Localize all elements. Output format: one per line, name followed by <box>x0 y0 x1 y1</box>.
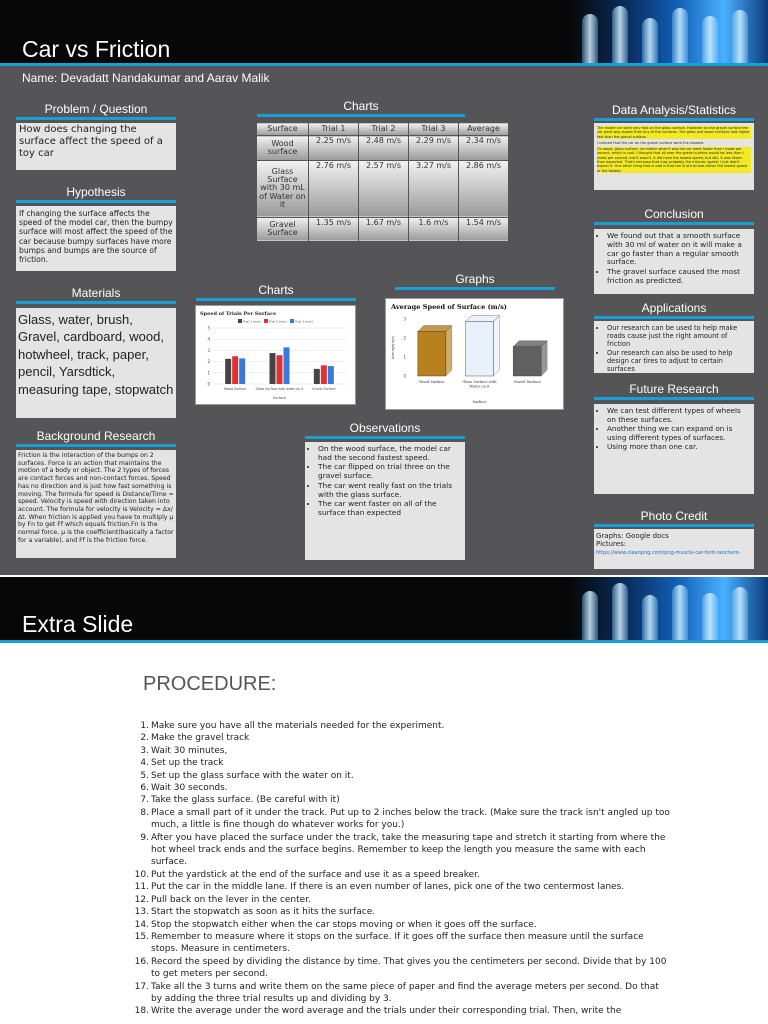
future-research-box <box>594 404 754 494</box>
x-axis-label: Surface <box>272 396 287 400</box>
conclusion-item: • We found out that a smooth surface with 30 ml of water on it will make a car go faster than a regular smooth surface. <box>607 232 751 267</box>
procedure-step <box>140 757 671 769</box>
x-axis-label: Surface <box>472 400 487 404</box>
data-bar <box>239 358 245 384</box>
legend-label: Trial 1 (m/s) <box>243 319 261 324</box>
extra-slide-title: Extra Slide <box>22 611 134 637</box>
procedure-step-number: 1. <box>140 721 149 731</box>
problem-text: How does changing the surface affect the speed of a toy car <box>16 123 176 170</box>
picture-credit-link[interactable]: https://www.cleanpng.com/png-muscle-car-ford-ranchero- <box>596 550 741 557</box>
table-cell: 2.25 m/s <box>309 136 359 160</box>
trials-bar-chart-frame <box>195 305 356 405</box>
y-tick-label: 4 <box>207 336 210 342</box>
extra-slide-bar <box>0 577 768 643</box>
procedure-step-number: 13. <box>134 907 149 918</box>
procedure-step-number: 18. <box>134 1006 149 1017</box>
procedure-step <box>134 919 671 931</box>
data-bar <box>314 369 320 384</box>
procedure-step <box>140 720 671 732</box>
observations-box <box>305 442 465 560</box>
title-bar <box>0 0 768 66</box>
table-cell: 2.86 m/s <box>459 160 509 217</box>
legend-label: Trial 3 (m/s) <box>295 319 313 324</box>
chart-title: Speed of Trials Per Surface <box>200 311 277 317</box>
table-cell: 1.54 m/s <box>459 217 509 241</box>
y-axis-label: Average(m/s) <box>391 335 395 360</box>
y-tick-label: 5 <box>207 325 210 331</box>
observation-item: • The car flipped on trial three on the gravel surface. <box>318 463 462 480</box>
table-cell: 1.67 m/s <box>359 217 409 241</box>
data-bar <box>466 322 494 376</box>
procedure-step-text: Set up the track <box>151 758 224 769</box>
author-names: Name: Devadatt Nandakumar and Aarav Malik <box>22 71 270 85</box>
legend-swatch <box>290 319 294 323</box>
y-tick-label: 0 <box>403 373 406 379</box>
observation-item: • On the wood surface, the model car had the second fastest speed. <box>318 445 462 462</box>
procedure-step-text: Take all the 3 turns and write them on the same piece of paper and find the average meters per second. Do that by adding the three trial results up and dividing by 3. <box>151 981 659 1004</box>
table-header: Trial 2 <box>359 123 409 136</box>
charts-heading-left: Charts <box>196 283 356 301</box>
procedure-list <box>134 720 671 1018</box>
test-tubes-image-2 <box>568 577 768 643</box>
trials-bar-chart <box>196 306 355 404</box>
procedure-step <box>140 832 671 869</box>
procedure-step <box>140 794 671 806</box>
y-tick-label: 2 <box>207 359 210 365</box>
conclusion-list <box>597 232 751 286</box>
procedure-step-number: 8. <box>140 807 149 818</box>
speed-data-table <box>256 122 509 242</box>
procedure-step-number: 3. <box>140 745 149 756</box>
procedure-step-text: Make sure you have all the materials needed for the experiment. <box>151 721 445 731</box>
x-tick-label: Wood Surface <box>419 380 445 384</box>
y-tick-label: 1 <box>207 370 210 376</box>
procedure-step <box>134 931 671 956</box>
table-cell: 2.29 m/s <box>409 136 459 160</box>
data-bar <box>513 347 541 376</box>
table-header: Trial 1 <box>309 123 359 136</box>
data-analysis-paragraph: On wood, glass surface, no matter what it was the car went faster than I make per second, which is cool. I thought that all over the gravel surface would be less than I make per second, but it wasn't. It did have the lowest speed, but still, it was faster than expected. That's because that may probably the intrinsic speed. I just didn't expect it. One other thing that is odd is that the 2nd trial was either the lowest speed or the fastest. <box>597 147 751 173</box>
x-tick-label: Wood Surface <box>224 387 247 391</box>
pictures-credit: Pictures: <box>596 540 627 549</box>
title-underline <box>0 63 768 66</box>
data-analysis-text <box>597 126 751 173</box>
data-bar <box>321 365 327 384</box>
table-cell: 1.35 m/s <box>309 217 359 241</box>
procedure-step-number: 11. <box>134 882 149 893</box>
table-header: Surface <box>257 123 309 136</box>
applications-box <box>594 321 754 373</box>
procedure-step-text: After you have placed the surface under the track, take the measuring tape and stretch it starting from where the hot wheel track ends and the surface begins. Remember to keep the length you measure the same with each surface. <box>151 832 666 868</box>
table-header: Average <box>459 123 509 136</box>
procedure-step-text: Write the average under the word average and the trials under their corresponding trial. Then, write the <box>151 1006 622 1017</box>
observations-list <box>308 445 462 518</box>
legend-swatch <box>264 319 268 323</box>
procedure-step-text: Make the gravel track <box>151 733 250 744</box>
procedure-step <box>140 782 671 794</box>
future-research-heading: Future Research <box>594 382 754 400</box>
procedure-step-text: Put the yardstick at the end of the surface and use it as a speed breaker. <box>151 869 480 880</box>
photo-credit-heading: Photo Credit <box>594 509 754 527</box>
legend-swatch <box>238 319 242 323</box>
procedure-step-number: 5. <box>140 770 149 781</box>
procedure-step-number: 9. <box>140 832 149 843</box>
procedure-step-number: 7. <box>140 795 149 806</box>
procedure-step-number: 4. <box>140 758 149 769</box>
conclusion-item: • The gravel surface caused the most friction as predicted. <box>607 268 751 286</box>
bar-side-face <box>494 316 500 376</box>
hypothesis-text: If changing the surface affects the speed of the model car, then the bumpy surface will most affect the speed of the car because bumpy surfaces have more bumps and bumps are the source of friction. <box>16 206 176 271</box>
materials-text: Glass, water, brush, Gravel, cardboard, wood, hotwheel, track, paper, pencil, Yarsdtick, measuring tape, stopwatch <box>16 308 176 418</box>
procedure-step-number: 10. <box>134 869 149 880</box>
photo-credit-box <box>594 529 754 569</box>
data-analysis-heading: Data Analysis/Statistics <box>594 103 754 121</box>
materials-heading: Materials <box>16 286 176 304</box>
observations-heading: Observations <box>305 421 465 439</box>
procedure-step-text: Put the car in the middle lane. If there is an even number of lanes, pick one of the two centermost lanes. <box>151 882 625 893</box>
procedure-step-number: 12. <box>134 894 149 905</box>
procedure-step <box>134 906 671 918</box>
table-cell: Gravel Surface <box>257 217 309 241</box>
table-cell: 2.34 m/s <box>459 136 509 160</box>
applications-list <box>597 324 751 373</box>
data-analysis-box <box>594 123 754 190</box>
procedure-step-number: 14. <box>134 919 149 930</box>
procedure-step-number: 17. <box>134 981 149 992</box>
observation-item: • The car went faster on all of the surface than expected <box>318 500 462 517</box>
extra-title-underline <box>0 640 768 643</box>
applications-heading: Applications <box>594 301 754 319</box>
procedure-step <box>140 732 671 744</box>
conclusion-box <box>594 229 754 294</box>
procedure-step-number: 16. <box>134 956 149 967</box>
y-tick-label: 3 <box>403 316 406 322</box>
procedure-step <box>134 881 671 893</box>
table-cell: 3.27 m/s <box>409 160 459 217</box>
data-bar <box>328 366 334 384</box>
data-bar <box>284 347 290 384</box>
y-tick-label: 1 <box>403 354 406 360</box>
data-bar <box>225 359 231 384</box>
data-bar <box>270 353 276 384</box>
procedure-step-text: Remember to measure where it stops on the surface. If it goes off the surface then measure until the surface stops. Measure in centimeters. <box>151 931 644 955</box>
procedure-title: PROCEDURE: <box>143 673 277 695</box>
conclusion-heading: Conclusion <box>594 207 754 225</box>
procedure-step-text: Place a small part of it under the track. Put up to 2 inches below the track. (Make sure the track isn't angled up too much, a little is fine though do whatever works for you.) <box>151 807 670 831</box>
data-bar <box>232 356 238 384</box>
application-item: • Our research can also be used to help design car tires to adjust to certain surfaces <box>607 349 751 373</box>
procedure-step-text: Set up the glass surface with the water on it. <box>151 770 354 781</box>
procedure-step <box>134 869 671 881</box>
y-tick-label: 3 <box>207 347 210 353</box>
procedure-step <box>140 745 671 757</box>
observation-item: • The car went really fast on the trials with the glass surface. <box>318 482 462 499</box>
table-cell: 2.57 m/s <box>359 160 409 217</box>
average-bar-chart <box>386 299 563 409</box>
y-tick-label: 2 <box>403 335 406 341</box>
data-analysis-paragraph: I noticed that the car on the gravel surface went the slowest. <box>597 140 705 145</box>
procedure-step-number: 6. <box>140 783 149 794</box>
procedure-step <box>140 807 671 832</box>
procedure-step-text: Wait 30 seconds. <box>151 783 228 794</box>
data-bar <box>418 332 446 376</box>
future-research-item: • We can test different types of wheels on these surfaces. <box>607 407 751 424</box>
procedure-step <box>134 1005 671 1017</box>
table-cell: 1.6 m/s <box>409 217 459 241</box>
chart-title: Average Speed of Surface (m/s) <box>391 303 507 311</box>
bar-side-face <box>446 326 452 376</box>
procedure-step-number: 2. <box>140 733 149 744</box>
table-cell: 2.76 m/s <box>309 160 359 217</box>
data-analysis-paragraph: The model car went very fast on the glass surface. However on the gravel surface the car went way slower than any of the surfaces. The glass and wood surfaces had higher fast than the gravel surface. <box>597 126 750 139</box>
legend-label: Trial 2 (m/s) <box>269 319 287 324</box>
poster-title: Car vs Friction <box>22 36 171 62</box>
x-tick-label: Gravel Surface <box>513 380 541 384</box>
x-tick-label: Glass Surface with <box>462 380 497 384</box>
procedure-step-number: 15. <box>134 931 149 942</box>
future-research-list <box>597 407 751 452</box>
procedure-step <box>134 956 671 981</box>
table-cell: Glass Surface with 30 mL of Water on it <box>257 160 309 217</box>
graphs-heading: Graphs <box>395 272 555 290</box>
x-tick-label: Gravel Surface <box>312 387 336 391</box>
procedure-step-text: Record the speed by dividing the distance by time. That gives you the centimeters per second. Divide that by 100 to get meters per second. <box>151 956 667 980</box>
background-text: Friction is the interaction of the bumps on 2 surfaces. Force is an action that maintains the motion of a body or object. The 2 types of forces are contact forces and non-contact forces. Speed has no direction and is just how fast something is moving. The formula for speed is Distance/Time = speed. Velocity is speed with direction taken into account. The formula for velocity is Velocity = Δx/Δt. When friction is applied you have to multiply μ by Fn to get Ff which equals friction.Fn is the normal force, μ is the coefficient(basically a factor for a variable), and Ff is the friction force. <box>16 450 176 558</box>
test-tubes-image <box>568 0 768 66</box>
x-tick-label: Glass Surface with water on it <box>255 387 304 391</box>
procedure-step-text: Wait 30 minutes, <box>151 745 228 756</box>
x-tick-label: Water on it <box>469 384 490 389</box>
application-item: • Our research can be used to help make roads cause just the right amount of friction <box>607 324 751 348</box>
future-research-item: • Another thing we can expand on is using different types of surfaces. <box>607 425 751 442</box>
table-cell: 2.48 m/s <box>359 136 409 160</box>
bar-side-face <box>541 341 547 376</box>
procedure-step-text: Pull back on the lever in the center. <box>151 894 311 905</box>
procedure-step-text: Start the stopwatch as soon as it hits the surface. <box>151 907 376 918</box>
data-bar <box>277 355 283 384</box>
procedure-step <box>134 894 671 906</box>
hypothesis-heading: Hypothesis <box>16 185 176 203</box>
average-bar-chart-frame <box>385 298 564 410</box>
charts-heading-top: Charts <box>257 99 465 117</box>
procedure-step-text: Take the glass surface. (Be careful with it) <box>151 795 340 806</box>
table-cell: Wood surface <box>257 136 309 160</box>
procedure-step <box>134 981 671 1006</box>
future-research-item: • Using more than one car. <box>607 443 751 452</box>
table-header: Trial 3 <box>409 123 459 136</box>
procedure-step <box>140 770 671 782</box>
problem-heading: Problem / Question <box>16 102 176 120</box>
procedure-step-text: Stop the stopwatch either when the car stops moving or when it goes off the surface. <box>151 919 537 930</box>
background-heading: Background Research <box>16 429 176 447</box>
y-tick-label: 0 <box>207 381 210 387</box>
graphs-credit: Graphs: Google docs <box>596 532 669 540</box>
